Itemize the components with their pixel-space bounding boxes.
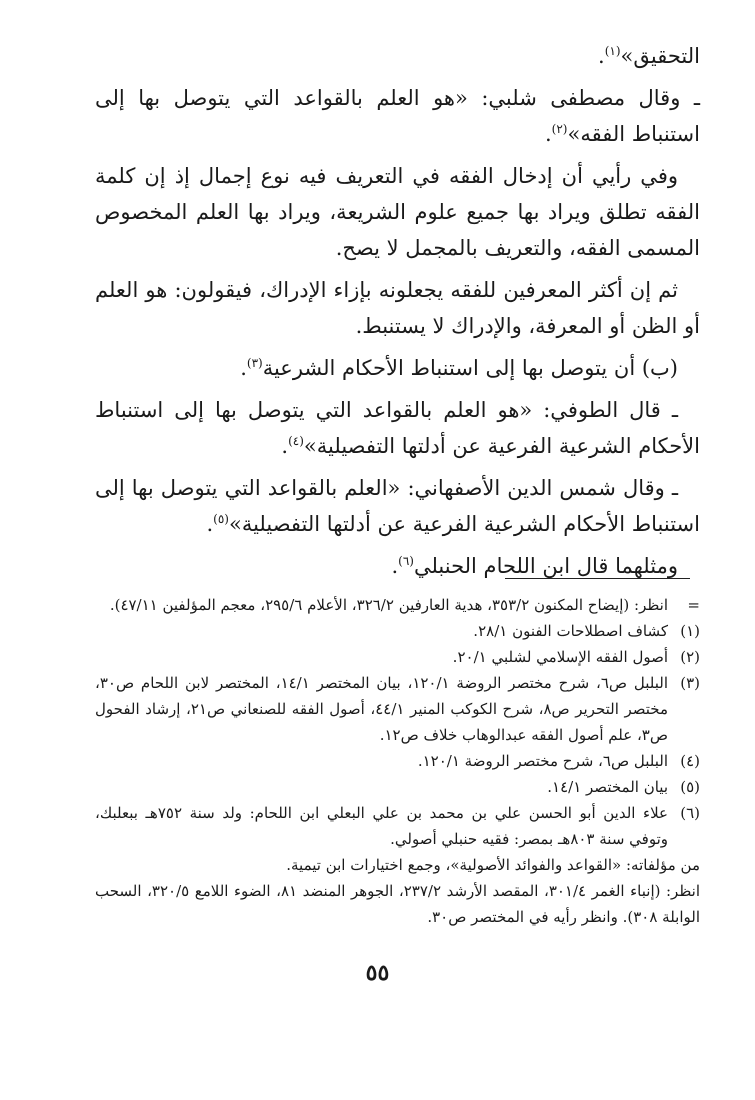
paragraph-1	[95, 38, 700, 74]
footnote-ref-5[interactable]: (٥)	[213, 512, 229, 526]
footnote-ref-2[interactable]: (٢)	[551, 122, 568, 136]
paragraph-1-end: .	[598, 44, 605, 68]
paragraph-2-end: .	[544, 122, 552, 146]
paragraph-5-end: .	[240, 356, 247, 380]
continued-mark: =	[687, 596, 700, 614]
paragraph-2	[95, 80, 700, 152]
footnote-extra-sources-text: انظر: (إنباء الغمر ٣٠١/٤، المقصد الأرشد ٢٣٧/٢، الجوهر المنضد ٨١، الضوء اللامع ٣٢٠/٥، السحب الوابلة ٣٠٨). وانظر رأيه في المختصر ص٣٠.	[95, 882, 700, 926]
paragraph-6	[95, 392, 700, 464]
footnote-ref-6[interactable]: (٦)	[398, 554, 414, 568]
page-number: ٥٥	[365, 960, 390, 986]
footnote-item	[95, 800, 700, 852]
paragraph-5-text: (ب) أن يتوصل بها إلى استنباط الأحكام الشرعية	[262, 356, 678, 380]
footnote-divider	[505, 578, 690, 579]
paragraph-4: ثم إن أكثر المعرفين للفقه يجعلونه بإزاء الإدراك، فيقولون: هو العلم أو الظن أو المعرفة، والإدراك لا يستنبط.	[95, 278, 700, 338]
footnote-number: (٤)	[680, 752, 700, 770]
paragraph-3: وفي رأيي أن إدخال الفقه في التعريف فيه نوع إجمال إذ إن كلمة الفقه تطلق ويراد بها جميع علوم الشريعة، ويراد بها العلم المخصوص المسمى الفقه، والتعريف بالمجمل لا يصح.	[95, 164, 700, 260]
footnote-item	[95, 670, 700, 748]
paragraph-1-text: التحقيق»	[620, 44, 700, 68]
footnote-text: علاء الدين أبو الحسن علي بن محمد بن علي البعلي ابن اللحام: ولد سنة ٧٥٢هـ ببعلبك، وتوفي سنة ٨٠٣هـ بمصر: فقيه حنبلي أصولي.	[95, 804, 668, 848]
paragraph-7	[95, 470, 700, 542]
footnote-text: بيان المختصر ١٤/١.	[547, 778, 668, 796]
footnote-number: (٢)	[680, 648, 700, 666]
main-text	[95, 38, 700, 590]
footnote-extra-works-text: من مؤلفاته: «القواعد والفوائد الأصولية»، وجمع اختيارات ابن تيمية.	[286, 856, 700, 874]
footnote-item	[95, 618, 700, 644]
footnote-extra-works	[95, 852, 700, 878]
footnote-number: (٦)	[680, 804, 700, 822]
footnote-text: أصول الفقه الإسلامي لشلبي ٢٠/١.	[452, 648, 668, 666]
footnote-extra-sources	[95, 878, 700, 930]
footnote-item	[95, 748, 700, 774]
footnote-ref-3[interactable]: (٣)	[246, 356, 263, 370]
footnote-text: كشاف اصطلاحات الفنون ٢٨/١.	[473, 622, 668, 640]
footnote-number: (٥)	[680, 778, 700, 796]
footnote-ref-4[interactable]: (٤)	[288, 434, 304, 448]
paragraph-5	[95, 350, 700, 386]
paragraph-7-text: ـ وقال شمس الدين الأصفهاني: «العلم بالقواعد التي يتوصل بها إلى استنباط الأحكام الشرعية الفرعية عن أدلتها التفصيلية»	[95, 476, 700, 536]
footnote-number: (٣)	[680, 674, 700, 692]
paragraph-8-text: ومثلهما قال ابن اللحام الحنبلي	[413, 554, 678, 578]
paragraph-2-text: ـ وقال مصطفى شلبي: «هو العلم بالقواعد التي يتوصل بها إلى استنباط الفقه»	[95, 86, 700, 146]
footnote-text: البلبل ص٦، شرح مختصر الروضة ١٢٠/١، بيان المختصر ١٤/١، المختصر لابن اللحام ص٣٠، مختصر التحرير ص٨، شرح الكوكب المنير ٤٤/١، أصول الفقه للصنعاني ص٢١، إرشاد الفحول ص٣، علم أصول الفقه عبدالوهاب خلاف ص١٢.	[95, 674, 668, 744]
paragraph-6-text: ـ قال الطوفي: «هو العلم بالقواعد التي يتوصل بها إلى استنباط الأحكام الشرعية الفرعية عن أدلتها التفصيلية»	[95, 398, 700, 458]
footnote-continued	[95, 592, 700, 618]
footnote-ref-1[interactable]: (١)	[604, 44, 621, 58]
paragraph-7-end: .	[206, 512, 214, 536]
paragraph-8-end: .	[391, 554, 399, 578]
footnotes	[95, 592, 700, 930]
footnote-item	[95, 774, 700, 800]
footnote-text: البلبل ص٦، شرح مختصر الروضة ١٢٠/١.	[417, 752, 668, 770]
paragraph-6-end: .	[281, 434, 289, 458]
footnote-number: (١)	[680, 622, 700, 640]
footnote-item	[95, 644, 700, 670]
footnote-continued-text: انظر: (إيضاح المكنون ٣٥٣/٢، هدية العارفين ٣٢٦/٢، الأعلام ٢٩٥/٦، معجم المؤلفين ٤٧/١١).	[109, 596, 668, 614]
